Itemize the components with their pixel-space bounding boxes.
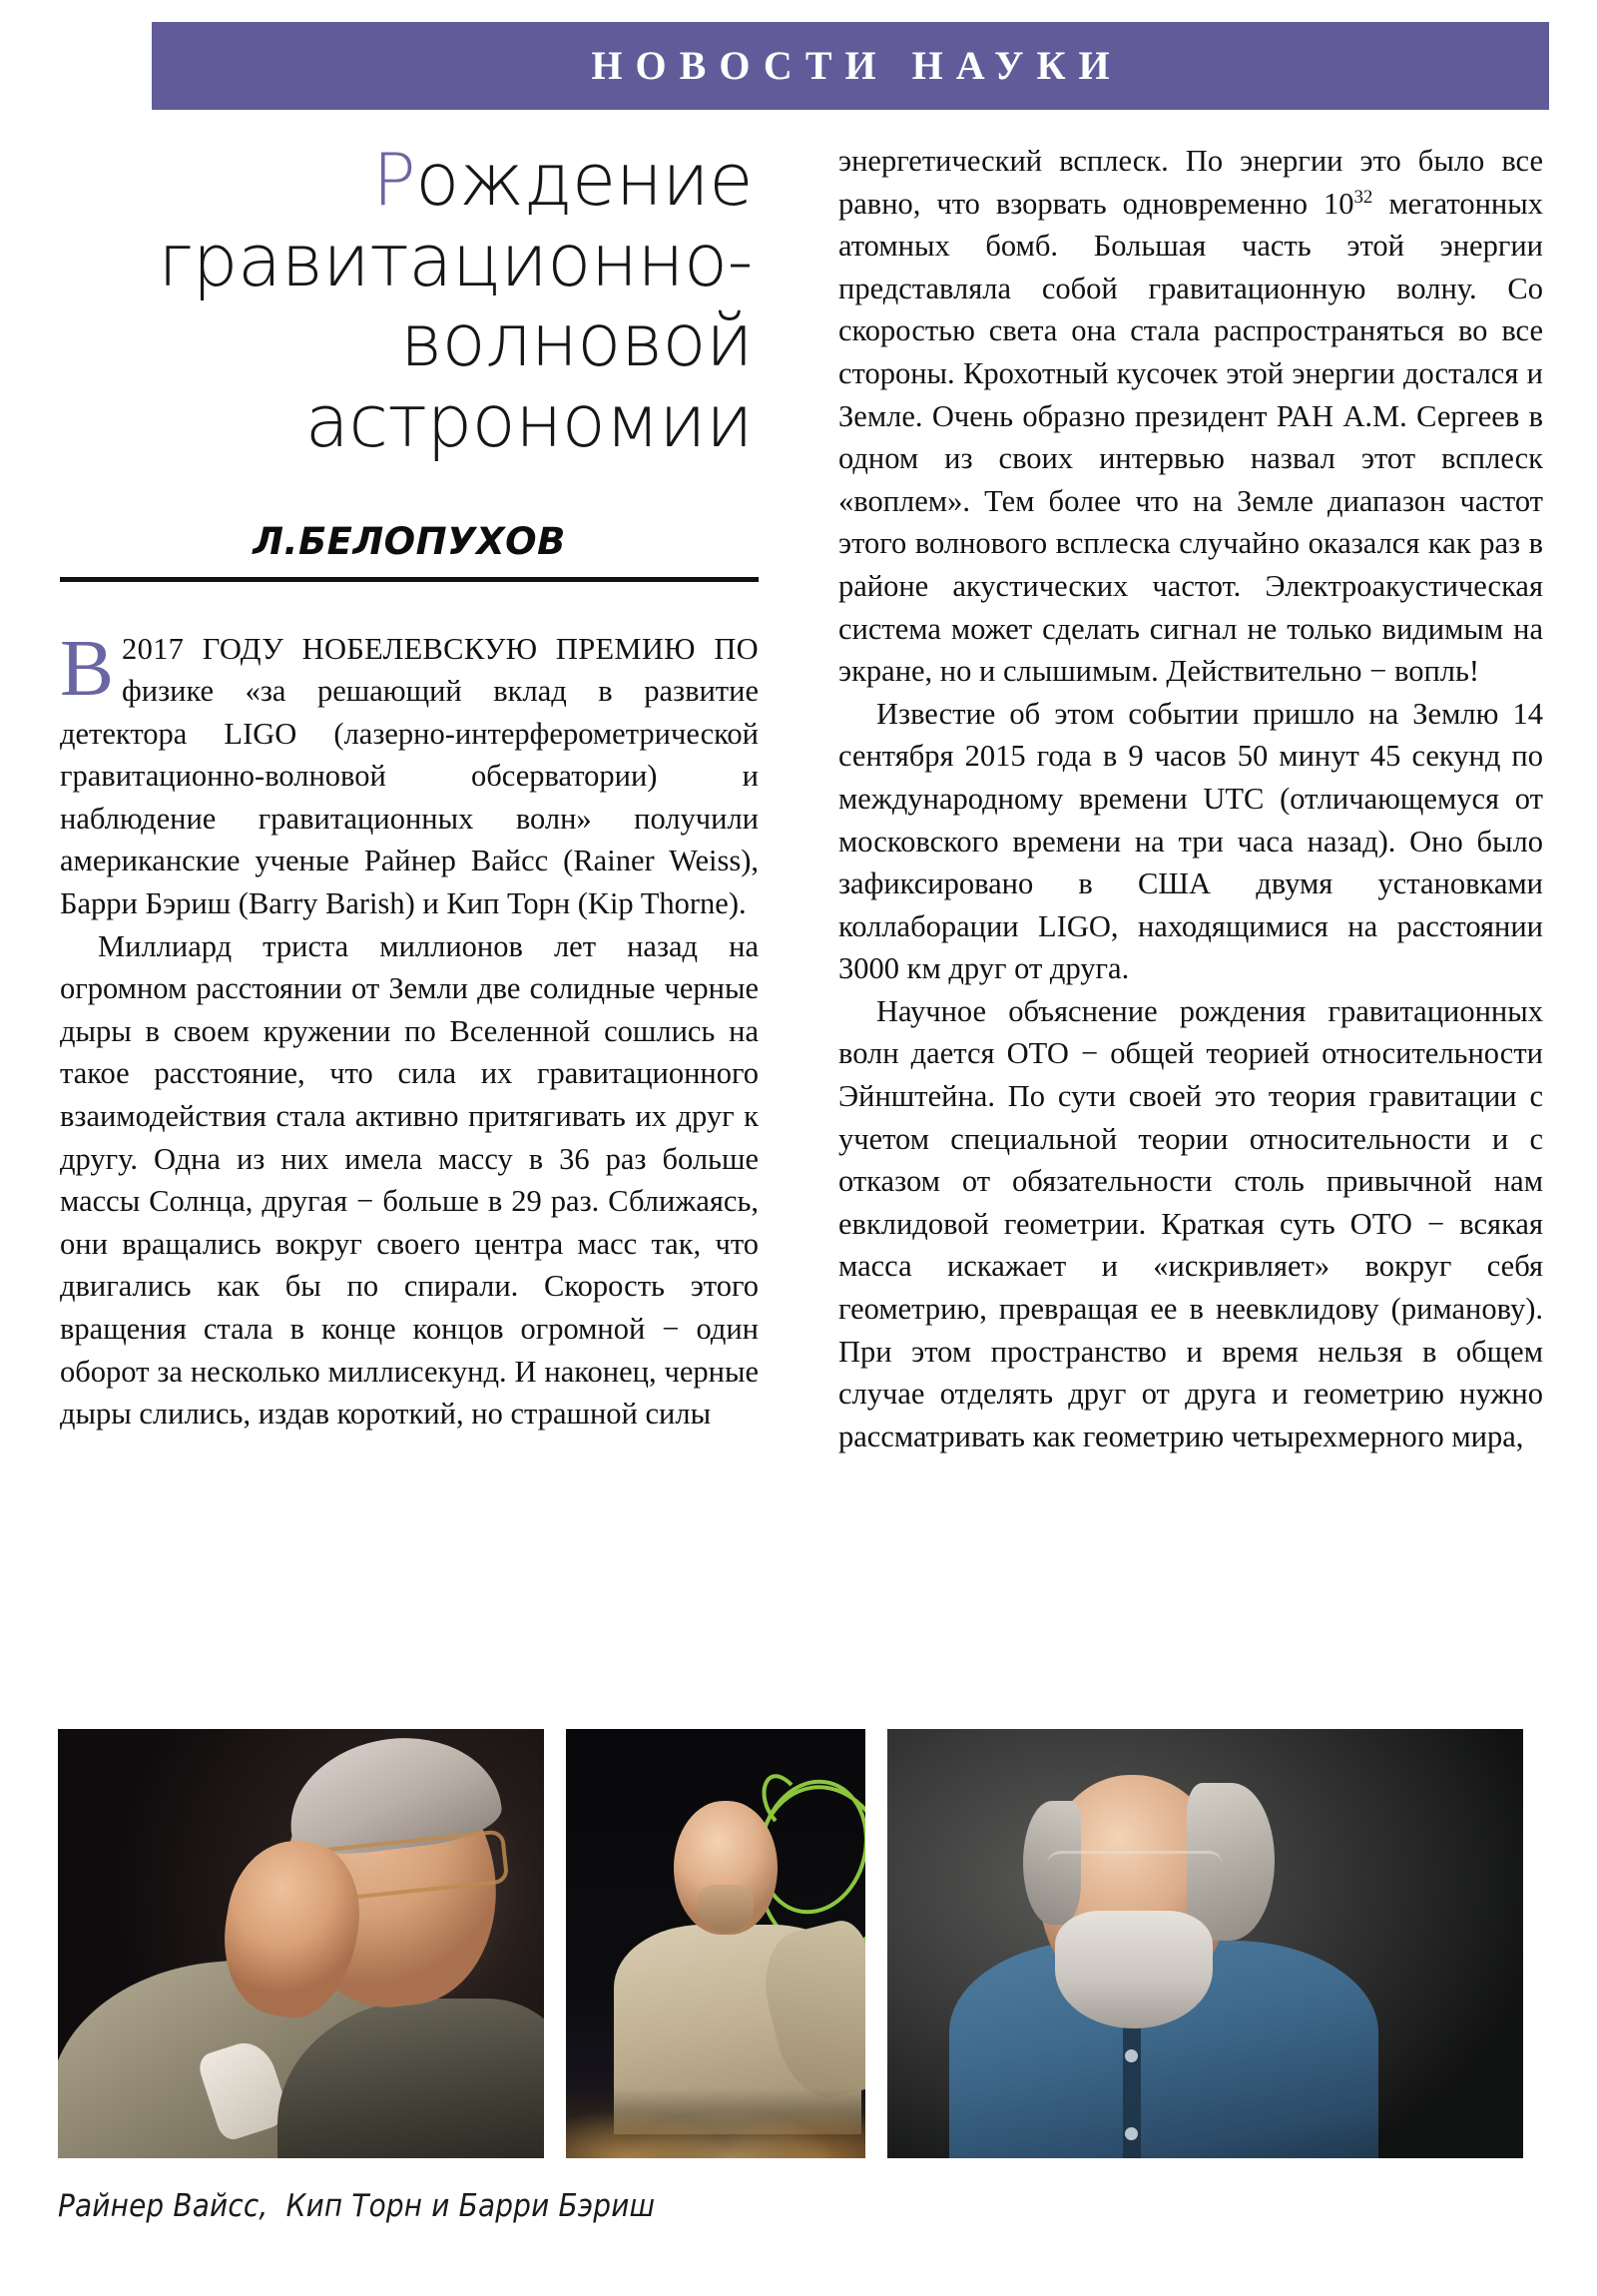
city-lights-shape — [566, 2088, 865, 2158]
lead-rest: физике «за решающий вклад в развитие детектора LIGO (лазерно-интерферометрической гравитационно-волновой обсерватории) и наблюдение гравитационных волн» получили американские ученые Райнер Вайсс (Rainer Weiss), Барри Бэриш (Barry Barish) и Кип Торн (Kip Thorne). — [60, 674, 759, 921]
shirt-button-shape — [1125, 2049, 1138, 2062]
right-p1-after: мегатонных атомных бомб. Большая часть этой энергии представляла собой гравитационную волну. Со скоростью света она стала распространяться во все стороны. Крохотный кусочек этой энергии достался и Земле. Очень образно президент РАН А.М. Сергеев в одном из своих интервью назвал этот всплеск «воплем». Тем более что на Земле диапазон частот этого волнового всплеска случайно оказался как раз в районе акустических частот. Электроакустическая система может сделать сигнал не только видимым на экране, но и слышимым. Действительно − вопль! — [838, 186, 1543, 689]
lead-paragraph — [60, 622, 759, 925]
exponent-32: 32 — [1353, 186, 1373, 208]
page-title — [60, 140, 759, 462]
photo-kip-thorne — [566, 1729, 865, 2158]
title-line-1-rest: ождение — [415, 138, 753, 222]
photo-caption: Райнер Вайсс, Кип Торн и Барри Бэриш — [58, 2188, 656, 2224]
beard-shape — [1055, 1911, 1213, 2028]
photo-barry-barish — [887, 1729, 1523, 2158]
left-paragraph-2: Миллиард триста миллионов лет назад на огромном расстоянии от Земли две солидные черные дыры в своем кружении по Вселенной сошлись на такое расстояние, что сила их гравитационного взаимодействия стала активно притягивать их друг к другу. Одна из них имела массу в 36 раз больше массы Солнца, другая − больше в 29 раз. Сближаясь, они вращались вокруг своего центра масс так, что двигались как бы по спирали. Скорость этого вращения стала в конце концов огромной − один оборот за несколько миллисекунд. И наконец, черные дыры слились, издав короткий, но страшной силы — [60, 928, 759, 1432]
rubric-label: НОВОСТИ НАУКИ — [591, 43, 1123, 88]
right-p1-before: энергетический всплеск. По энергии это было все равно, что взорвать одновременно 10 — [838, 144, 1543, 221]
right-body-text — [838, 140, 1543, 1457]
right-column — [838, 140, 1543, 1457]
right-paragraph-2: Известие об этом событии пришло на Землю 14 сентября 2015 года в 9 часов 50 минут 45 секунд по международному времени UTC (отличающемуся от московского времени на три часа назад). Оно было зафиксировано в США двумя установками коллаборации LIGO, находящимися на расстоянии 3000 км друг от друга. — [838, 696, 1543, 986]
title-drop-letter: Р — [372, 138, 416, 222]
lead-smallcaps: 2017 ГОДУ НОБЕЛЕВСКУЮ ПРЕМИЮ ПО — [122, 631, 759, 666]
title-line-3: волновой — [399, 298, 753, 383]
title-line-1 — [372, 138, 753, 222]
shirt-button-shape — [1125, 2127, 1138, 2140]
right-paragraph-1 — [838, 140, 1543, 693]
photo-strip — [58, 1729, 1545, 2158]
glasses-shape — [1047, 1851, 1223, 1894]
byline-divider — [60, 577, 759, 582]
beard-shape — [698, 1885, 754, 1933]
author-byline: Л.БЕЛОПУХОВ — [253, 519, 566, 563]
left-body-text — [60, 622, 759, 1435]
left-column — [60, 140, 759, 1435]
title-line-2: гравитационно- — [157, 218, 753, 302]
drop-cap: В — [60, 622, 115, 713]
title-line-4: астрономии — [304, 378, 753, 463]
photo-rainer-weiss — [58, 1729, 544, 2158]
section-header-band — [152, 22, 1549, 110]
right-paragraph-3: Научное объяснение рождения гравитационных волн дается ОТО − общей теорией относительности Эйнштейна. По сути своей это теория гравитации с учетом специальной теории относительности и с отказом от обязательности столь привычной нам евклидовой геометрии. Краткая суть ОТО − всякая масса искажает и «искривляет» вокруг себя геометрию, превращая ее в неевклидову (риманову). При этом пространство и время нельзя в общем случае отделять друг от друга и геометрию нужно рассматривать как геометрию четырехмерного мира, — [838, 993, 1543, 1453]
